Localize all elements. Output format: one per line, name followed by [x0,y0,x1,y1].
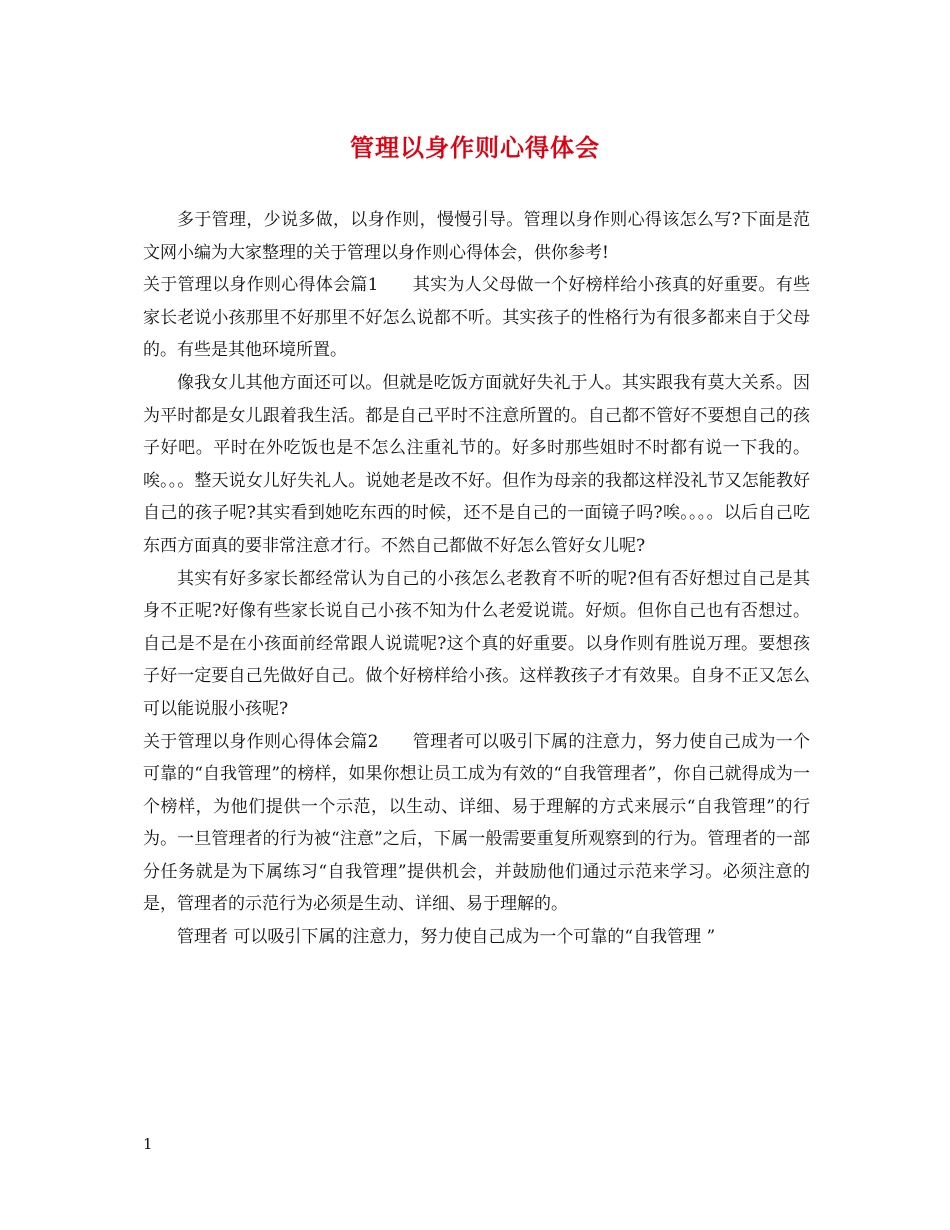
section-heading-2: 关于管理以身作则心得体会篇2 [143,731,379,752]
document-body [143,204,810,954]
paragraph-section-1 [143,269,810,367]
section-heading-1: 关于管理以身作则心得体会篇1 [143,275,379,296]
document-title: 管理以身作则心得体会 [350,133,600,162]
paragraph-section-2 [143,726,810,922]
paragraph-daughter: 像我女儿其他方面还可以。但就是吃饭方面就好失礼于人。其实跟我有莫大关系。因为平时都是女儿跟着我生活。都是自己平时不注意所置的。自己都不管好不要想自己的孩子好吧。平时在外吃饭也是不怎么注重礼节的。好多时那些姐时不时都有说一下我的。唉。。。整天说女儿好失礼人。说她老是改不好。但作为母亲的我都这样没礼节又怎能教好自己的孩子呢?其实看到她吃东西的时候，还不是自己的一面镜子吗?唉。。。。以后自己吃东西方面真的要非常注意才行。不然自己都做不好怎么管好女儿呢? [143,372,810,556]
paragraph-manager: 管理者 可以吸引下属的注意力，努力使自己成为一个可靠的“自我管理 ” [177,927,716,948]
page-number: 1 [143,1135,153,1153]
section-1-text: 其实为人父母做一个好榜样给小孩真的好重要。有些家长老说小孩那里不好那里不好怎么说都不听。其实孩子的性格行为有很多都来自于父母的。有些是其他环境所置。 [143,275,810,361]
paragraph-parents: 其实有好多家长都经常认为自己的小孩怎么老教育不听的呢?但有否好想过自己是其身不正呢?好像有些家长说自己小孩不知为什么老爱说谎。好烦。但你自己也有否想过。自己是不是在小孩面前经常跟人说谎呢?这个真的好重要。以身作则有胜说万理。要想孩子好一定要自己先做好自己。做个好榜样给小孩。这样教孩子才有效果。自身不正又怎么可以能说服小孩呢? [143,568,810,719]
paragraph-intro: 多于管理，少说多做，以身作则，慢慢引导。管理以身作则心得该怎么写?下面是范文网小编为大家整理的关于管理以身作则心得体会，供你参考! [143,210,810,263]
section-2-text: 管理者可以吸引下属的注意力，努力使自己成为一个可靠的“自我管理”的榜样，如果你想让员工成为有效的“自我管理者”，你自己就得成为一个榜样，为他们提供一个示范，以生动、详细、易于理解的方式来展示“自我管理”的行为。一旦管理者的行为被“注意”之后，下属一般需要重复所观察到的行为。管理者的一部分任务就是为下属练习“自我管理”提供机会，并鼓励他们通过示范来学习。必须注意的是，管理者的示范行为必须是生动、详细、易于理解的。 [143,731,810,915]
